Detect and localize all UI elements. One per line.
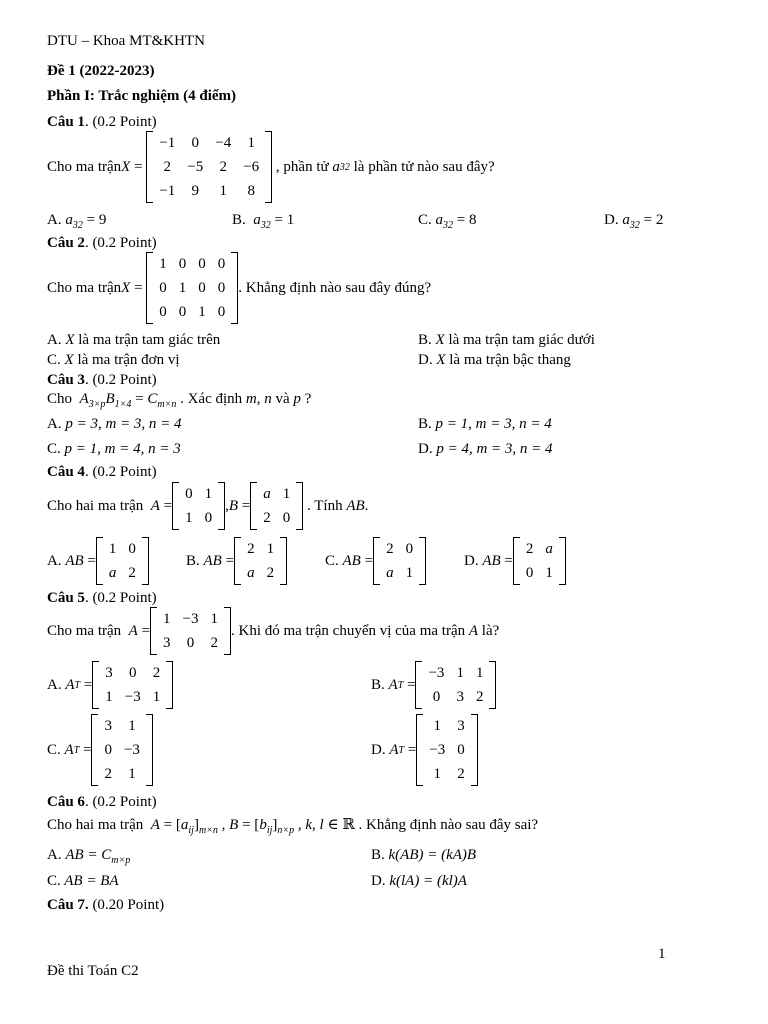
section-title: Phần I: Trắc nghiệm (4 điểm) bbox=[47, 88, 237, 104]
matrix-cell: 0 bbox=[525, 565, 534, 581]
matrix-cell: −5 bbox=[187, 159, 204, 175]
matrix-cell: 0 bbox=[185, 486, 193, 502]
q4-matrix-b bbox=[250, 482, 303, 530]
matrix-cell: −3 bbox=[429, 742, 446, 758]
q2-stem: Cho ma trận X = 1 0 0 0 0 1 0 0 0 0 1 0 . Khẳng định nào sau đây đúng? bbox=[47, 252, 431, 324]
matrix-cell: 0 bbox=[159, 304, 167, 320]
matrix-cell: 2 bbox=[128, 565, 136, 581]
q4-option-d: D. AB = 2 a 0 1 bbox=[464, 537, 566, 585]
q4-matrix-a bbox=[172, 482, 225, 530]
q5-option-c: C. A T = 3 1 0 −3 2 1 bbox=[47, 714, 153, 786]
q4-stem: Cho hai ma trận A = 0 1 1 0 , B = a 1 2 0 . Tính AB . bbox=[47, 482, 368, 530]
matrix-cell: −3 bbox=[123, 742, 140, 758]
q5-option-b: B. A T = −3 1 1 0 3 2 bbox=[371, 661, 496, 709]
matrix-cell: 0 bbox=[432, 689, 441, 705]
matrix-cell: 0 bbox=[198, 256, 206, 272]
matrix-cell: 0 bbox=[204, 510, 213, 526]
matrix-cell: a bbox=[108, 565, 117, 581]
matrix-cell: 0 bbox=[217, 280, 226, 296]
matrix-cell: 1 bbox=[128, 766, 136, 782]
matrix-cell: 1 bbox=[152, 689, 161, 705]
matrix-cell: 2 bbox=[475, 689, 484, 705]
matrix-cell: 2 bbox=[163, 159, 172, 175]
matrix-cell: 2 bbox=[104, 766, 112, 782]
q1-option-d: D. $a_{32} = 2$ bbox=[604, 212, 664, 231]
matrix-cell: −4 bbox=[215, 135, 232, 151]
q5-option-d: D. A T = 1 3 −3 0 1 2 bbox=[371, 714, 478, 786]
matrix-cell: 1 bbox=[433, 718, 442, 734]
q4-option-b: B. AB = 2 1 a 2 bbox=[186, 537, 287, 585]
q1-heading: Câu 1. (0.2 Point) bbox=[47, 114, 157, 130]
matrix-cell: 1 bbox=[545, 565, 553, 581]
matrix-cell: 1 bbox=[210, 611, 219, 627]
matrix-cell: −1 bbox=[159, 183, 176, 199]
matrix-cell: 0 bbox=[457, 742, 465, 758]
matrix-cell: 0 bbox=[104, 742, 112, 758]
q3-option-d: D. p = 4, m = 3, n = 4 bbox=[418, 441, 553, 457]
q6-stem: Cho hai ma trận $A = [a_{ij}]_{m\times n}$ , $B = [b_{ij}]_{n\times p}$ , k, l ∈ ℝ . Khẳng định nào sau đây sai? bbox=[47, 817, 539, 836]
q2-heading: Câu 2. (0.2 Point) bbox=[47, 235, 157, 251]
q3-heading: Câu 3. (0.2 Point) bbox=[47, 372, 157, 388]
matrix-cell: 2 bbox=[525, 541, 534, 557]
q2-option-d: D. X là ma trận bậc thang bbox=[418, 352, 571, 368]
matrix-cell: 1 bbox=[159, 256, 167, 272]
q6-option-a: A. AB = $C_{m\times p}$ bbox=[47, 847, 131, 866]
matrix-cell: 3 bbox=[457, 718, 465, 734]
matrix-cell: 1 bbox=[185, 510, 193, 526]
page-number: 1 bbox=[658, 946, 666, 962]
q6-option-c: C. AB = BA bbox=[47, 873, 119, 889]
matrix-cell: 1 bbox=[247, 135, 255, 151]
q7-heading: Câu 7. (0.20 Point) bbox=[47, 897, 165, 913]
matrix-cell: 1 bbox=[108, 541, 117, 557]
matrix-cell: 0 bbox=[217, 256, 226, 272]
q1-matrix bbox=[146, 131, 272, 203]
q3-option-a: A. p = 3, m = 3, n = 4 bbox=[47, 416, 182, 432]
matrix-cell: 8 bbox=[247, 183, 255, 199]
exam-title: Đề 1 (2022-2023) bbox=[47, 63, 155, 79]
matrix-cell: 1 bbox=[178, 280, 187, 296]
q6-option-d: D. k(lA) = (kl)A bbox=[371, 873, 467, 889]
matrix-cell: 0 bbox=[191, 135, 199, 151]
q5-heading: Câu 5. (0.2 Point) bbox=[47, 590, 157, 606]
header: DTU – Khoa MT&KHTN bbox=[47, 33, 205, 49]
matrix-cell: 1 bbox=[282, 486, 291, 502]
footer-text: Đề thi Toán C2 bbox=[47, 963, 139, 979]
matrix-cell: a bbox=[263, 486, 271, 502]
matrix-cell: 1 bbox=[475, 665, 484, 681]
matrix-cell: 9 bbox=[191, 183, 199, 199]
matrix-cell: 0 bbox=[217, 304, 226, 320]
q1-stem: Cho ma trận X = −1 0 −4 1 2 −5 2 −6 −1 9 1 8 , phần tử a 32 là phần tử nào sau đây? bbox=[47, 131, 495, 203]
matrix-cell: 0 bbox=[178, 304, 187, 320]
matrix-cell: 3 bbox=[163, 635, 171, 651]
matrix-cell: 2 bbox=[263, 510, 271, 526]
matrix-cell: 3 bbox=[456, 689, 464, 705]
q2-option-a: A. X là ma trận tam giác trên bbox=[47, 332, 221, 348]
matrix-cell: −3 bbox=[428, 665, 445, 681]
matrix-cell: 3 bbox=[105, 665, 113, 681]
q3-option-c: C. p = 1, m = 4, n = 3 bbox=[47, 441, 181, 457]
matrix-cell: −6 bbox=[243, 159, 260, 175]
q4-heading: Câu 4. (0.2 Point) bbox=[47, 464, 157, 480]
matrix-cell: 2 bbox=[152, 665, 161, 681]
matrix-cell: 0 bbox=[128, 541, 136, 557]
q6-heading: Câu 6. (0.2 Point) bbox=[47, 794, 157, 810]
matrix-cell: 0 bbox=[129, 665, 137, 681]
matrix-cell: −3 bbox=[124, 689, 141, 705]
matrix-cell: 2 bbox=[219, 159, 227, 175]
matrix-cell: 2 bbox=[457, 766, 465, 782]
q1-option-a: A. $a_{32} = 9$ bbox=[47, 212, 107, 231]
q3-option-b: B. p = 1, m = 3, n = 4 bbox=[418, 416, 552, 432]
matrix-cell: 1 bbox=[204, 486, 213, 502]
matrix-cell: 1 bbox=[198, 304, 206, 320]
matrix-cell: 1 bbox=[405, 565, 414, 581]
q5-matrix-a bbox=[150, 607, 231, 655]
matrix-cell: 1 bbox=[219, 183, 227, 199]
matrix-cell: 1 bbox=[128, 718, 136, 734]
matrix-cell: 1 bbox=[163, 611, 171, 627]
matrix-cell: 0 bbox=[405, 541, 414, 557]
q3-stem: Cho $A_{3\times p}B_{1\times 4} = C_{m\times n}$ . Xác định m, n và p ? bbox=[47, 391, 312, 410]
matrix-cell: 2 bbox=[266, 565, 275, 581]
matrix-cell: 1 bbox=[266, 541, 275, 557]
q4-option-c: C. AB = 2 0 a 1 bbox=[325, 537, 426, 585]
q4-option-a: A. AB = 1 0 a 2 bbox=[47, 537, 149, 585]
q2-option-c: C. X là ma trận đơn vị bbox=[47, 352, 180, 368]
matrix-cell: 0 bbox=[178, 256, 187, 272]
matrix-cell: 3 bbox=[104, 718, 112, 734]
q6-option-b: B. k(AB) = (kA)B bbox=[371, 847, 477, 863]
matrix-cell: 1 bbox=[456, 665, 464, 681]
matrix-cell: 0 bbox=[282, 510, 291, 526]
matrix-cell: −1 bbox=[159, 135, 176, 151]
q1-option-c: C. $a_{32} = 8$ bbox=[418, 212, 477, 231]
q2-option-b: B. X là ma trận tam giác dưới bbox=[418, 332, 595, 348]
matrix-cell: a bbox=[386, 565, 394, 581]
matrix-cell: 2 bbox=[247, 541, 255, 557]
q5-stem: Cho ma trận A = 1 −3 1 3 0 2 . Khi đó ma trận chuyển vị của ma trận A là? bbox=[47, 607, 499, 655]
matrix-cell: 2 bbox=[210, 635, 219, 651]
q1-option-b: B. $a_{32} = 1$ bbox=[232, 212, 295, 231]
matrix-cell: 1 bbox=[433, 766, 442, 782]
matrix-cell: 0 bbox=[159, 280, 167, 296]
q5-option-a: A. A T = 3 0 2 1 −3 1 bbox=[47, 661, 173, 709]
matrix-cell: a bbox=[247, 565, 255, 581]
matrix-cell: 1 bbox=[105, 689, 113, 705]
matrix-cell: 0 bbox=[198, 280, 206, 296]
matrix-cell: 0 bbox=[186, 635, 195, 651]
matrix-cell: a bbox=[545, 541, 553, 557]
matrix-cell: 2 bbox=[386, 541, 394, 557]
matrix-cell: −3 bbox=[182, 611, 199, 627]
q2-matrix bbox=[146, 252, 238, 324]
